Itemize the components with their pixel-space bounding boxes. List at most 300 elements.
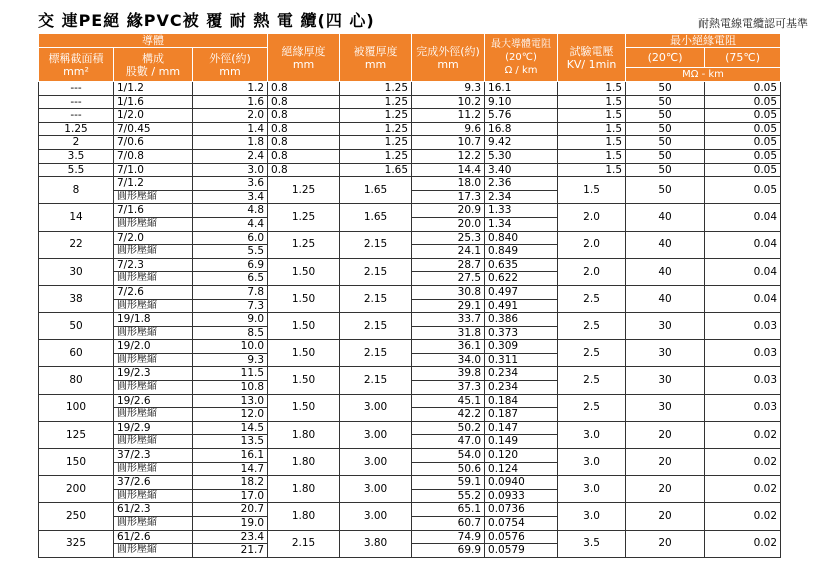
sheath-cell: 1.65: [340, 163, 412, 177]
compressed-label-cell: 圓形壓縮: [114, 353, 193, 367]
header-insulation: [268, 34, 340, 82]
header-nominal-area-label: 標稱截面積: [48, 51, 104, 65]
resistance-cell: 0.234: [485, 381, 558, 395]
sheath-cell: 1.25: [340, 149, 412, 163]
sheath-cell: 1.25: [340, 136, 412, 150]
test-voltage-cell: 3.0: [558, 421, 626, 448]
composition-cell: 19/2.9: [114, 421, 193, 435]
compressed-label-cell: 圓形壓縮: [114, 462, 193, 476]
sheath-cell: 3.00: [340, 503, 412, 530]
table-row: [39, 149, 781, 163]
outer-dia-cell: 18.2: [193, 476, 268, 490]
insulation-cell: 1.80: [268, 421, 340, 448]
finished-dia-cell: 45.1: [412, 394, 485, 408]
composition-cell: 7/0.45: [114, 122, 193, 136]
area-cell: 38: [39, 285, 114, 312]
area-cell: 8: [39, 177, 114, 204]
sheath-cell: 2.15: [340, 367, 412, 394]
insulation-20c-cell: 40: [626, 204, 705, 231]
test-voltage-cell: 1.5: [558, 136, 626, 150]
header-insulation-label: 絕緣厚度: [281, 44, 326, 58]
finished-dia-cell: 28.7: [412, 258, 485, 272]
table-row: [39, 476, 781, 490]
resistance-cell: 9.10: [485, 95, 558, 109]
sheath-cell: 3.00: [340, 421, 412, 448]
outer-dia-cell: 3.4: [193, 190, 268, 204]
insulation-cell: 1.50: [268, 340, 340, 367]
insulation-75c-cell: 0.03: [705, 367, 781, 394]
insulation-75c-cell: 0.05: [705, 95, 781, 109]
resistance-cell: 0.184: [485, 394, 558, 408]
test-voltage-cell: 3.5: [558, 530, 626, 557]
insulation-75c-cell: 0.05: [705, 149, 781, 163]
finished-dia-cell: 11.2: [412, 109, 485, 123]
table-row: [39, 285, 781, 299]
insulation-20c-cell: 40: [626, 285, 705, 312]
insulation-cell: 1.50: [268, 394, 340, 421]
test-voltage-cell: 1.5: [558, 149, 626, 163]
resistance-cell: 5.76: [485, 109, 558, 123]
insulation-cell: 1.80: [268, 449, 340, 476]
test-voltage-cell: 1.5: [558, 95, 626, 109]
table-row: [39, 394, 781, 408]
insulation-cell: 1.25: [268, 231, 340, 258]
resistance-cell: 0.373: [485, 326, 558, 340]
test-voltage-cell: 1.5: [558, 122, 626, 136]
finished-dia-cell: 69.9: [412, 544, 485, 558]
area-cell: 125: [39, 421, 114, 448]
outer-dia-cell: 1.4: [193, 122, 268, 136]
header-max-resistance-label: 最大導體電阻: [491, 39, 552, 50]
composition-cell: 19/2.0: [114, 340, 193, 354]
insulation-20c-cell: 50: [626, 149, 705, 163]
table-row: [39, 421, 781, 435]
outer-dia-cell: 7.3: [193, 299, 268, 313]
area-cell: 30: [39, 258, 114, 285]
insulation-cell: 0.8: [268, 95, 340, 109]
resistance-cell: 0.149: [485, 435, 558, 449]
insulation-20c-cell: 20: [626, 503, 705, 530]
finished-dia-cell: 12.2: [412, 149, 485, 163]
composition-cell: 1/1.2: [114, 82, 193, 96]
insulation-cell: 1.80: [268, 476, 340, 503]
insulation-75c-cell: 0.05: [705, 122, 781, 136]
insulation-cell: 1.50: [268, 313, 340, 340]
composition-cell: 19/2.6: [114, 394, 193, 408]
sheath-cell: 3.00: [340, 394, 412, 421]
header-outer-dia-unit: mm: [219, 64, 241, 78]
sheath-cell: 1.25: [340, 82, 412, 96]
header-nominal-area-unit: mm²: [63, 64, 89, 78]
sheath-cell: 1.65: [340, 177, 412, 204]
composition-cell: 7/2.0: [114, 231, 193, 245]
table-row: [39, 313, 781, 327]
composition-cell: 37/2.6: [114, 476, 193, 490]
finished-dia-cell: 30.8: [412, 285, 485, 299]
resistance-cell: 0.849: [485, 245, 558, 259]
outer-dia-cell: 16.1: [193, 449, 268, 463]
outer-dia-cell: 2.4: [193, 149, 268, 163]
insulation-75c-cell: 0.03: [705, 340, 781, 367]
compressed-label-cell: 圓形壓縮: [114, 245, 193, 259]
area-cell: ---: [39, 95, 114, 109]
resistance-cell: 0.635: [485, 258, 558, 272]
composition-cell: 7/0.6: [114, 136, 193, 150]
composition-cell: 1/2.0: [114, 109, 193, 123]
header-max-resistance: [485, 34, 558, 82]
test-voltage-cell: 2.5: [558, 367, 626, 394]
insulation-20c-cell: 20: [626, 530, 705, 557]
compressed-label-cell: 圓形壓縮: [114, 544, 193, 558]
insulation-75c-cell: 0.02: [705, 503, 781, 530]
test-voltage-cell: 2.0: [558, 204, 626, 231]
outer-dia-cell: 6.5: [193, 272, 268, 286]
table-row: [39, 258, 781, 272]
finished-dia-cell: 29.1: [412, 299, 485, 313]
composition-cell: 19/1.8: [114, 313, 193, 327]
test-voltage-cell: 2.0: [558, 231, 626, 258]
test-voltage-cell: 3.0: [558, 503, 626, 530]
resistance-cell: 3.40: [485, 163, 558, 177]
resistance-cell: 0.234: [485, 367, 558, 381]
header-finished-dia-label: 完成外徑(約): [416, 44, 480, 58]
header-insulation-unit: mm: [292, 57, 315, 71]
test-voltage-cell: 2.0: [558, 258, 626, 285]
table-row: [39, 340, 781, 354]
outer-dia-cell: 6.9: [193, 258, 268, 272]
insulation-cell: 0.8: [268, 136, 340, 150]
header-test-voltage: [558, 34, 626, 82]
outer-dia-cell: 2.0: [193, 109, 268, 123]
insulation-20c-cell: 50: [626, 82, 705, 96]
finished-dia-cell: 18.0: [412, 177, 485, 191]
resistance-cell: 0.622: [485, 272, 558, 286]
sheath-cell: 1.25: [340, 95, 412, 109]
sheath-cell: 1.65: [340, 204, 412, 231]
insulation-cell: 2.15: [268, 530, 340, 557]
finished-dia-cell: 25.3: [412, 231, 485, 245]
finished-dia-cell: 36.1: [412, 340, 485, 354]
outer-dia-cell: 5.5: [193, 245, 268, 259]
outer-dia-cell: 9.0: [193, 313, 268, 327]
finished-dia-cell: 74.9: [412, 530, 485, 544]
insulation-cell: 1.25: [268, 177, 340, 204]
insulation-cell: 0.8: [268, 163, 340, 177]
outer-dia-cell: 13.5: [193, 435, 268, 449]
resistance-cell: 0.147: [485, 421, 558, 435]
finished-dia-cell: 37.3: [412, 381, 485, 395]
test-voltage-cell: 2.5: [558, 285, 626, 312]
insulation-75c-cell: 0.05: [705, 177, 781, 204]
test-voltage-cell: 1.5: [558, 177, 626, 204]
table-row: [39, 449, 781, 463]
finished-dia-cell: 33.7: [412, 313, 485, 327]
test-voltage-cell: 1.5: [558, 163, 626, 177]
sheath-cell: 2.15: [340, 258, 412, 285]
table-row: [39, 163, 781, 177]
insulation-75c-cell: 0.04: [705, 204, 781, 231]
resistance-cell: 0.491: [485, 299, 558, 313]
header-sheath-label: 被覆厚度: [353, 44, 398, 58]
insulation-cell: 0.8: [268, 149, 340, 163]
table-row: [39, 530, 781, 544]
outer-dia-cell: 3.0: [193, 163, 268, 177]
finished-dia-cell: 34.0: [412, 353, 485, 367]
area-cell: ---: [39, 109, 114, 123]
table-row: [39, 122, 781, 136]
insulation-20c-cell: 50: [626, 95, 705, 109]
finished-dia-cell: 50.2: [412, 421, 485, 435]
outer-dia-cell: 23.4: [193, 530, 268, 544]
compressed-label-cell: 圓形壓縮: [114, 217, 193, 231]
table-row: [39, 367, 781, 381]
finished-dia-cell: 14.4: [412, 163, 485, 177]
finished-dia-cell: 55.2: [412, 489, 485, 503]
header-max-resistance-unit: Ω / km: [504, 65, 538, 76]
header-nominal-area: [39, 48, 114, 82]
header-temp-75: (75℃): [705, 48, 781, 68]
resistance-cell: 0.124: [485, 462, 558, 476]
outer-dia-cell: 7.8: [193, 285, 268, 299]
insulation-cell: 1.25: [268, 204, 340, 231]
outer-dia-cell: 21.7: [193, 544, 268, 558]
insulation-20c-cell: 40: [626, 231, 705, 258]
finished-dia-cell: 9.6: [412, 122, 485, 136]
header-outer-dia: [193, 48, 268, 82]
insulation-20c-cell: 50: [626, 122, 705, 136]
test-voltage-cell: 1.5: [558, 109, 626, 123]
area-cell: 80: [39, 367, 114, 394]
compressed-label-cell: 圓形壓縮: [114, 408, 193, 422]
area-cell: 100: [39, 394, 114, 421]
finished-dia-cell: 59.1: [412, 476, 485, 490]
compressed-label-cell: 圓形壓縮: [114, 489, 193, 503]
area-cell: 250: [39, 503, 114, 530]
outer-dia-cell: 19.0: [193, 517, 268, 531]
insulation-75c-cell: 0.04: [705, 258, 781, 285]
area-cell: 1.25: [39, 122, 114, 136]
finished-dia-cell: 42.2: [412, 408, 485, 422]
table-row: [39, 82, 781, 96]
insulation-cell: 0.8: [268, 122, 340, 136]
sheath-cell: 2.15: [340, 285, 412, 312]
test-voltage-cell: 2.5: [558, 313, 626, 340]
resistance-cell: 0.311: [485, 353, 558, 367]
finished-dia-cell: 50.6: [412, 462, 485, 476]
outer-dia-cell: 4.8: [193, 204, 268, 218]
insulation-75c-cell: 0.03: [705, 394, 781, 421]
test-voltage-cell: 1.5: [558, 82, 626, 96]
header-min-insulation: 最小絕緣電阻: [626, 34, 781, 48]
compressed-label-cell: 圓形壓縮: [114, 381, 193, 395]
test-voltage-cell: 2.5: [558, 340, 626, 367]
outer-dia-cell: 1.2: [193, 82, 268, 96]
header-max-resistance-temp: (20℃): [505, 52, 537, 63]
insulation-cell: 1.50: [268, 285, 340, 312]
area-cell: 200: [39, 476, 114, 503]
compressed-label-cell: 圓形壓縮: [114, 517, 193, 531]
insulation-cell: 1.50: [268, 367, 340, 394]
insulation-20c-cell: 40: [626, 258, 705, 285]
outer-dia-cell: 1.8: [193, 136, 268, 150]
standard-note: 耐熱電線電纜認可基準: [698, 17, 808, 30]
outer-dia-cell: 10.0: [193, 340, 268, 354]
insulation-75c-cell: 0.02: [705, 449, 781, 476]
test-voltage-cell: 3.0: [558, 449, 626, 476]
outer-dia-cell: 1.6: [193, 95, 268, 109]
insulation-75c-cell: 0.05: [705, 109, 781, 123]
insulation-75c-cell: 0.02: [705, 421, 781, 448]
resistance-cell: 0.187: [485, 408, 558, 422]
insulation-cell: 1.50: [268, 258, 340, 285]
sheath-cell: 1.25: [340, 122, 412, 136]
test-voltage-cell: 3.0: [558, 476, 626, 503]
header-outer-dia-label: 外徑(約): [209, 51, 251, 65]
area-cell: 3.5: [39, 149, 114, 163]
finished-dia-cell: 54.0: [412, 449, 485, 463]
outer-dia-cell: 14.5: [193, 421, 268, 435]
area-cell: 325: [39, 530, 114, 557]
finished-dia-cell: 60.7: [412, 517, 485, 531]
sheath-cell: 3.80: [340, 530, 412, 557]
table-row: [39, 136, 781, 150]
composition-cell: 61/2.6: [114, 530, 193, 544]
finished-dia-cell: 20.0: [412, 217, 485, 231]
resistance-cell: 0.0940: [485, 476, 558, 490]
area-cell: 50: [39, 313, 114, 340]
header-composition-label: 構成: [142, 51, 164, 65]
insulation-20c-cell: 30: [626, 367, 705, 394]
insulation-75c-cell: 0.03: [705, 313, 781, 340]
cable-spec-table: [38, 33, 781, 558]
insulation-cell: 0.8: [268, 82, 340, 96]
sheath-cell: 2.15: [340, 231, 412, 258]
insulation-75c-cell: 0.05: [705, 163, 781, 177]
outer-dia-cell: 10.8: [193, 381, 268, 395]
outer-dia-cell: 3.6: [193, 177, 268, 191]
finished-dia-cell: 39.8: [412, 367, 485, 381]
header-test-voltage-unit: KV/ 1min: [566, 57, 617, 71]
outer-dia-cell: 8.5: [193, 326, 268, 340]
insulation-20c-cell: 50: [626, 136, 705, 150]
composition-cell: 7/1.0: [114, 163, 193, 177]
insulation-20c-cell: 50: [626, 177, 705, 204]
resistance-cell: 0.0933: [485, 489, 558, 503]
resistance-cell: 1.33: [485, 204, 558, 218]
insulation-75c-cell: 0.02: [705, 476, 781, 503]
sheath-cell: 3.00: [340, 449, 412, 476]
composition-cell: 7/2.6: [114, 285, 193, 299]
compressed-label-cell: 圓形壓縮: [114, 272, 193, 286]
insulation-20c-cell: 20: [626, 421, 705, 448]
outer-dia-cell: 9.3: [193, 353, 268, 367]
composition-cell: 7/1.6: [114, 204, 193, 218]
sheath-cell: 1.25: [340, 109, 412, 123]
header-conductor: 導體: [39, 34, 268, 48]
resistance-cell: 0.0754: [485, 517, 558, 531]
resistance-cell: 0.840: [485, 231, 558, 245]
composition-cell: 7/2.3: [114, 258, 193, 272]
resistance-cell: 9.42: [485, 136, 558, 150]
resistance-cell: 0.0736: [485, 503, 558, 517]
finished-dia-cell: 20.9: [412, 204, 485, 218]
table-body-paired: [39, 177, 781, 558]
outer-dia-cell: 6.0: [193, 231, 268, 245]
sheath-cell: 3.00: [340, 476, 412, 503]
page-title: 交 連PE絕 緣PVC被 覆 耐 熱 電 纜(四 心): [38, 11, 375, 30]
composition-cell: 7/0.8: [114, 149, 193, 163]
resistance-cell: 0.309: [485, 340, 558, 354]
table-row: [39, 177, 781, 191]
insulation-20c-cell: 30: [626, 394, 705, 421]
table-row: [39, 503, 781, 517]
resistance-cell: 0.0579: [485, 544, 558, 558]
header-composition-unit: 股數 / mm: [125, 64, 181, 78]
finished-dia-cell: 17.3: [412, 190, 485, 204]
area-cell: 22: [39, 231, 114, 258]
table-row: [39, 231, 781, 245]
header-test-voltage-label: 試驗電壓: [569, 44, 614, 58]
compressed-label-cell: 圓形壓縮: [114, 435, 193, 449]
finished-dia-cell: 31.8: [412, 326, 485, 340]
area-cell: 5.5: [39, 163, 114, 177]
outer-dia-cell: 11.5: [193, 367, 268, 381]
insulation-75c-cell: 0.05: [705, 82, 781, 96]
resistance-cell: 16.1: [485, 82, 558, 96]
outer-dia-cell: 20.7: [193, 503, 268, 517]
table-body-simple: [39, 82, 781, 177]
compressed-label-cell: 圓形壓縮: [114, 190, 193, 204]
insulation-75c-cell: 0.04: [705, 285, 781, 312]
area-cell: 60: [39, 340, 114, 367]
insulation-20c-cell: 50: [626, 109, 705, 123]
test-voltage-cell: 2.5: [558, 394, 626, 421]
table-row: [39, 204, 781, 218]
insulation-cell: 1.80: [268, 503, 340, 530]
composition-cell: 37/2.3: [114, 449, 193, 463]
header-sheath-unit: mm: [364, 57, 387, 71]
finished-dia-cell: 9.3: [412, 82, 485, 96]
sheath-cell: 2.15: [340, 313, 412, 340]
outer-dia-cell: 4.4: [193, 217, 268, 231]
sheath-cell: 2.15: [340, 340, 412, 367]
finished-dia-cell: 47.0: [412, 435, 485, 449]
area-cell: 2: [39, 136, 114, 150]
composition-cell: 19/2.3: [114, 367, 193, 381]
area-cell: 150: [39, 449, 114, 476]
header-finished-dia-unit: mm: [437, 57, 459, 71]
composition-cell: 7/1.2: [114, 177, 193, 191]
insulation-cell: 0.8: [268, 109, 340, 123]
table-row: [39, 109, 781, 123]
table-header: [39, 34, 781, 82]
insulation-20c-cell: 20: [626, 476, 705, 503]
resistance-cell: 0.0576: [485, 530, 558, 544]
finished-dia-cell: 10.7: [412, 136, 485, 150]
resistance-cell: 2.34: [485, 190, 558, 204]
finished-dia-cell: 24.1: [412, 245, 485, 259]
insulation-20c-cell: 30: [626, 340, 705, 367]
resistance-cell: 0.386: [485, 313, 558, 327]
insulation-75c-cell: 0.02: [705, 530, 781, 557]
header-finished-dia: [412, 34, 485, 82]
table-row: [39, 95, 781, 109]
resistance-cell: 16.8: [485, 122, 558, 136]
outer-dia-cell: 17.0: [193, 489, 268, 503]
insulation-20c-cell: 50: [626, 163, 705, 177]
compressed-label-cell: 圓形壓縮: [114, 299, 193, 313]
outer-dia-cell: 12.0: [193, 408, 268, 422]
